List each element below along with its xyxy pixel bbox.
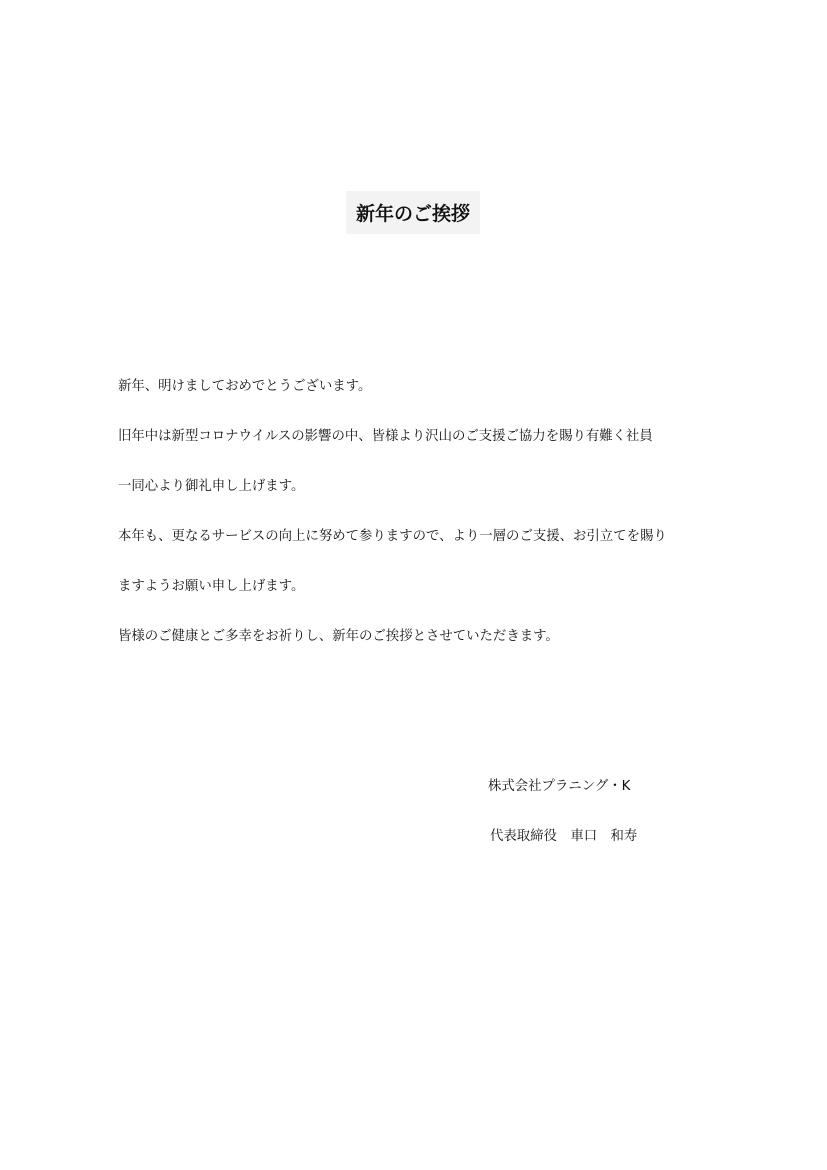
- representative-name: 代表取締役 車口 和寿: [490, 829, 638, 844]
- letter-title: 新年のご挨拶: [355, 203, 470, 225]
- body-line: 一同心より御礼申し上げます。: [118, 479, 305, 494]
- body-line: 旧年中は新型コロナウイルスの影響の中、皆様より沢山のご支援ご協力を賜り有難く社員: [118, 429, 653, 444]
- company-name: 株式会社プラニング・K: [488, 779, 631, 794]
- body-line: 新年、明けましておめでとうございます。: [118, 379, 372, 394]
- body-line: 皆様のご健康とご多幸をお祈りし、新年のご挨拶とさせていただきます。: [118, 629, 559, 644]
- body-line: ますようお願い申し上げます。: [118, 579, 305, 594]
- body-line: 本年も、更なるサービスの向上に努めて参りますので、より一層のご支援、お引立てを賜り: [118, 529, 667, 544]
- title-box: [346, 191, 480, 234]
